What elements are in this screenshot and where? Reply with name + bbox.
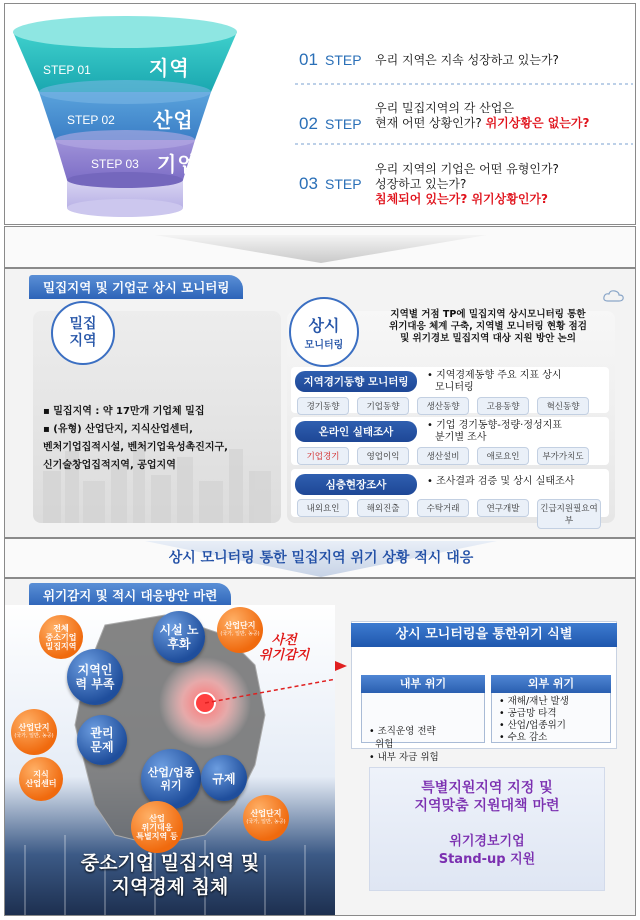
badge-line: 지역 [69, 333, 97, 349]
cloud-icon [603, 289, 625, 303]
intro-line: 및 위기경보 밀집지역 대상 지원 방안 논의 [400, 333, 576, 344]
funnel-step-label-3: STEP 03 [91, 157, 139, 171]
bullet-line: ▪ 밀집지역 : 약 17만개 기업체 밀집 [43, 406, 205, 417]
pill: 연구개발 [477, 499, 529, 517]
question-line: 우리 밀집지역의 각 산업은 [375, 101, 514, 115]
intro-line: 지역별 거점 TP에 밀집지역 상시모니터링 통한 [390, 309, 586, 320]
step-word: STEP [325, 176, 362, 192]
monitoring-header: 밀집지역 및 기업군 상시 모니터링 [29, 275, 243, 299]
monitoring-badge [289, 297, 359, 367]
funnel-graphic [5, 4, 245, 226]
internal-crisis-list: • 조직운영 전략 위험 • 내부 자금 위험 [369, 726, 439, 763]
bullet-line: 벤처기업집적시설, 벤처기업육성촉진지구, [43, 442, 228, 453]
badge-title: 상시 [308, 316, 340, 335]
external-crisis-list: • 재해/재난 발생 • 공급망 타격 • 산업/업종위기 • 수요 감소 [499, 696, 569, 743]
intro-line: 위기대응 체계 구축, 지역별 모니터링 현황 점검 [389, 321, 587, 332]
map-area [5, 605, 335, 916]
crisis-panel [4, 578, 636, 916]
pill: 해외진출 [357, 499, 409, 517]
support-title: 특별지원지역 지정 및 지역맞춤 지원대책 마련 [414, 780, 560, 814]
funnel-word-1: 지역 [149, 56, 190, 80]
area-industrial-complex-1: 산업단지 (국가, 일반, 농공) [217, 607, 263, 653]
badge-subtitle: 모니터링 [304, 340, 344, 351]
section-title: 온라인 실태조사 [295, 421, 417, 442]
question-highlight: 위기상황은 없는가? [485, 116, 590, 130]
pill: 혁신동향 [537, 397, 589, 415]
area-all-clusters: 전체 중소기업 밀집지역 [39, 615, 83, 659]
pill: 내외요인 [297, 499, 349, 517]
pill: 애로요인 [477, 447, 529, 465]
section-title: 지역경기동향 모니터링 [295, 371, 417, 392]
chevron-down-icon [5, 227, 637, 269]
question-line: 현재 어떤 상황인가? 위기상황은 없는가? [375, 116, 590, 130]
pill: 기업동향 [357, 397, 409, 415]
pill: 부가가치도 [537, 447, 589, 465]
area-industrial-complex-2: 산업단지 (국가, 일반, 농공) [11, 709, 57, 755]
funnel-step-label-1: STEP 01 [43, 63, 91, 77]
internal-crisis-title: 내부 위기 [361, 675, 485, 693]
pill: 생산설비 [417, 447, 469, 465]
risk-management: 관리 문제 [77, 715, 127, 765]
monitoring-box [287, 309, 615, 526]
section-title: 심층현장조사 [295, 474, 417, 495]
pill: 경기동향 [297, 397, 349, 415]
crisis-header: 위기감지 및 적시 대응방안 마련 [29, 583, 231, 607]
funnel-step-label-2: STEP 02 [67, 113, 115, 127]
bullet-line: ▪ (유형) 산업단지, 지식산업센터, [43, 424, 193, 435]
area-knowledge-center: 지식 산업센터 [19, 757, 63, 801]
step-question-3 [375, 162, 635, 207]
section-desc: • 기업 경기동향-정량·정성지표 분기별 조사 [427, 420, 562, 443]
chevron-divider [4, 226, 636, 268]
section-desc: • 지역경제동향 주요 지표 상시 모니터링 [427, 370, 562, 393]
support-subtitle: 위기경보기업 Stand-up 지원 [438, 834, 536, 867]
badge-line: 밀집 [69, 316, 97, 332]
external-crisis-title: 외부 위기 [491, 675, 611, 693]
identify-title: 상시 모니터링을 통한위기 식별 [351, 623, 617, 647]
cluster-badge [51, 301, 115, 365]
risk-regulation: 규제 [201, 755, 247, 801]
funnel-word-3: 기업 [157, 152, 198, 176]
funnel-word-2: 산업 [153, 108, 194, 132]
step-number: 02 [299, 114, 318, 133]
pill: 생산동향 [417, 397, 469, 415]
risk-aging-facilities: 시설 노후화 [153, 611, 205, 663]
banner-text: 상시 모니터링 통한 밀집지역 위기 상황 적시 대응 [168, 550, 474, 566]
pill: 영업이익 [357, 447, 409, 465]
monitoring-panel [4, 268, 636, 538]
arrow-right-icon [335, 659, 349, 673]
map-caption: 중소기업 밀집지역 및 지역경제 침체 [80, 852, 260, 898]
risk-labor-shortage: 지역인력 부족 [67, 649, 123, 705]
pill: 수탁거래 [417, 499, 469, 517]
question-line: 우리 지역의 기업은 어떤 유형인가? [375, 162, 559, 176]
step-question-2 [375, 101, 635, 131]
risk-industry-crisis: 산업/업종 위기 [141, 749, 201, 809]
early-detection-label: 사전 위기감지 [259, 633, 310, 663]
question-line: 성장하고 있는가? [375, 177, 467, 191]
step-word: STEP [325, 116, 362, 132]
step-row-1 [299, 50, 635, 70]
pill: 기업경기 [297, 447, 349, 465]
pill: 고용동향 [477, 397, 529, 415]
section-desc: • 조사결과 검증 및 상시 실태조사 [427, 476, 575, 487]
cluster-box [33, 311, 281, 523]
banner-row [4, 538, 636, 578]
question-highlight: 침체되어 있는가? 위기상황인가? [375, 192, 548, 206]
area-industrial-complex-3: 산업단지 (국가, 일반, 농공) [243, 795, 289, 841]
step-word: STEP [325, 52, 362, 68]
area-crisis-special-zone: 산업 위기대응 특별지역 등 [131, 801, 183, 853]
step-number: 03 [299, 174, 318, 193]
monitoring-intro [363, 309, 613, 345]
pill: 긴급지원필요여부 [537, 499, 601, 529]
step-number: 01 [299, 50, 318, 69]
bullet-line: 신기술창업집적지역, 공업지역 [43, 460, 176, 471]
funnel-panel [4, 3, 636, 225]
cluster-bullets [43, 403, 228, 475]
step-question: 우리 지역은 지속 성장하고 있는가? [375, 53, 559, 67]
